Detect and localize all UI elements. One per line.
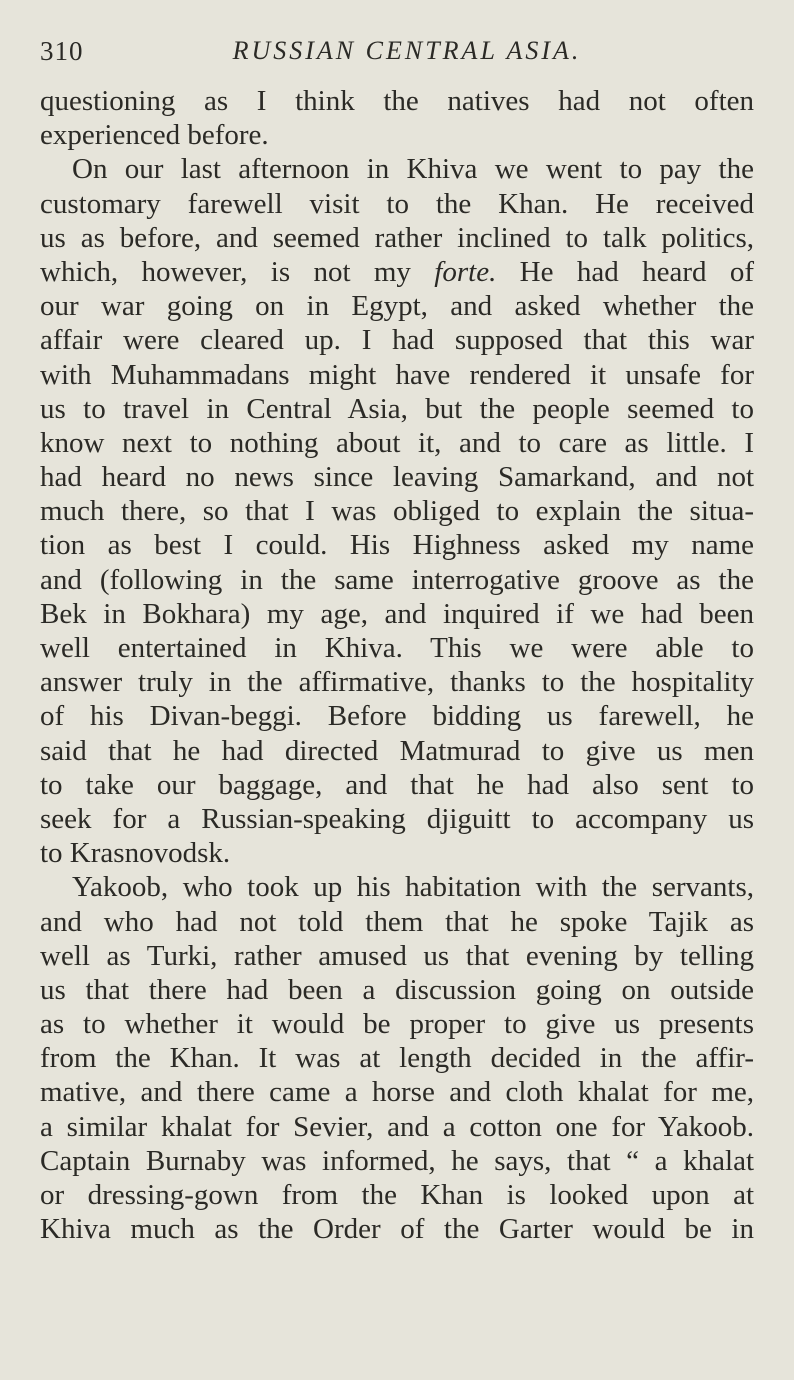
text-segment: which, however, is not my (40, 255, 435, 288)
text-line: and who had not told them that he spoke Tajik as (40, 905, 754, 938)
text-line: well as Turki, rather amused us that evening by telling (40, 939, 754, 972)
text-line: affair were cleared up. I had supposed that this war (40, 324, 754, 357)
text-line: to take our baggage, and that he had also sent to (40, 768, 754, 801)
italic-word: forte. (434, 255, 497, 288)
text-line: our war going on in Egypt, and asked whether the (40, 290, 754, 323)
text-line: a similar khalat for Sevier, and a cotton one for Yakoob. (40, 1110, 754, 1143)
text-line: experienced before. (40, 119, 269, 152)
text-line: Khiva much as the Order of the Garter would be in (40, 1213, 754, 1246)
text-line-with-italic (40, 255, 754, 289)
text-line: and (following in the same interrogative groove as the (40, 563, 754, 596)
text-segment: He had heard of (496, 255, 754, 288)
text-line: much there, so that I was obliged to explain the situa- (40, 495, 754, 528)
text-line: Captain Burnaby was informed, he says, that “ a khalat (40, 1144, 754, 1177)
text-line: mative, and there came a horse and cloth khalat for me, (40, 1076, 754, 1109)
text-line: or dressing-gown from the Khan is looked upon at (40, 1179, 754, 1211)
text-line: know next to nothing about it, and to care as little. I (40, 426, 754, 459)
text-line: said that he had directed Matmurad to give us men (40, 734, 754, 767)
running-title: RUSSIAN CENTRAL ASIA. (232, 36, 582, 65)
text-line: seek for a Russian-speaking djiguitt to accompany us (40, 802, 754, 835)
text-line: Yakoob, who took up his habitation with the servants, (72, 871, 754, 904)
text-line: us that there had been a discussion going on outside (40, 973, 754, 1006)
text-line: customary farewell visit to the Khan. He received (40, 187, 754, 220)
text-line: to Krasnovodsk. (40, 837, 231, 870)
text-line: us as before, and seemed rather inclined to talk politics, (40, 221, 754, 254)
text-line: with Muhammadans might have rendered it unsafe for (40, 358, 754, 391)
page-number: 310 (40, 36, 84, 66)
text-line: had heard no news since leaving Samarkand, and not (40, 461, 754, 494)
text-line: us to travel in Central Asia, but the people seemed to (40, 392, 754, 425)
text-line: well entertained in Khiva. This we were able to (40, 632, 754, 664)
page-header (40, 36, 754, 76)
text-line: from the Khan. It was at length decided in the affir- (40, 1042, 754, 1075)
text-line: Bek in Bokhara) my age, and inquired if we had been (40, 597, 754, 630)
text-line: of his Divan-beggi. Before bidding us farewell, he (40, 700, 754, 733)
body-text (40, 84, 754, 1246)
text-line: as to whether it would be proper to give us presents (40, 1008, 754, 1041)
text-line: On our last afternoon in Khiva we went to pay the (72, 153, 754, 186)
text-line: tion as best I could. His Highness asked my name (40, 529, 754, 562)
text-line: questioning as I think the natives had not often (40, 85, 754, 117)
text-line: answer truly in the affirmative, thanks to the hospitality (40, 666, 754, 699)
